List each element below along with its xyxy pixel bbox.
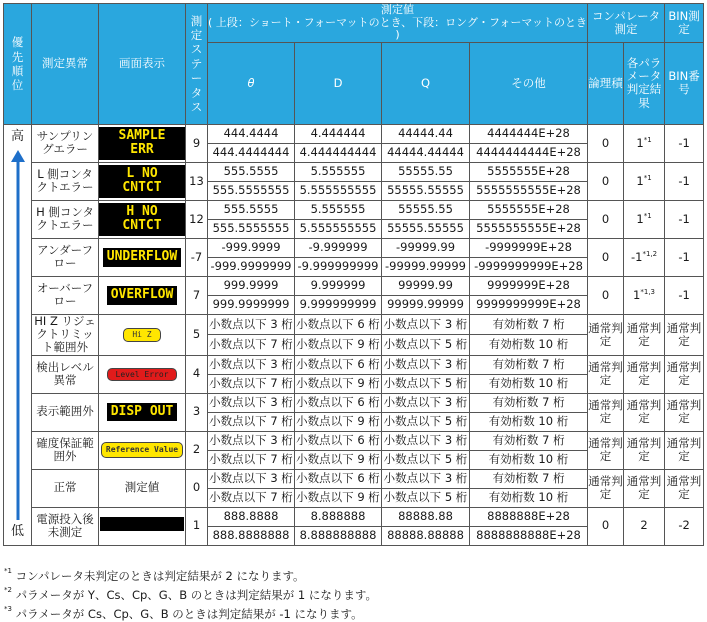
footnote-1: $^{*1}$ コンパレータ未判定のときは判定結果が 2 になります。: [4, 567, 305, 583]
table-row: [4, 431, 704, 450]
status-code: 5: [186, 314, 208, 355]
abnormal-name: サンプリングエラー: [32, 124, 99, 162]
short-value: 有効桁数 7 桁: [470, 314, 588, 334]
header-abnormal: 測定異常: [32, 4, 99, 125]
long-value: 99999.99999: [382, 295, 470, 314]
long-value: 小数点以下 5 桁: [382, 488, 470, 507]
short-value: 有効桁数 7 桁: [470, 431, 588, 450]
header-status: 測定ステータス: [186, 4, 208, 125]
bin-number: -1: [665, 200, 704, 238]
short-value: 4444444E+28: [470, 124, 588, 143]
short-value: -9.999999: [295, 238, 382, 257]
short-value: 小数点以下 6 桁: [295, 355, 382, 374]
lcd-display: SAMPLE ERR: [99, 127, 185, 160]
long-value: 小数点以下 9 桁: [295, 374, 382, 393]
param-result-value: 1: [636, 135, 644, 150]
bin-number: -1: [665, 162, 704, 200]
long-value: 5555555555E+28: [470, 219, 588, 238]
screen-display: [99, 507, 186, 545]
long-value: 999.9999999: [208, 295, 295, 314]
long-value: 55555.55555: [382, 219, 470, 238]
lcd-display: DISP OUT: [107, 403, 178, 421]
table-row: [4, 238, 704, 257]
short-value: 小数点以下 3 桁: [208, 469, 295, 488]
long-value: 小数点以下 7 桁: [208, 374, 295, 393]
long-value: 小数点以下 9 桁: [295, 450, 382, 469]
param-result-value: 通常判定: [626, 473, 662, 502]
screen-display: [99, 124, 186, 162]
long-value: 有効桁数 10 桁: [470, 412, 588, 431]
display-text: 測定値: [124, 480, 160, 495]
param-result: [624, 238, 665, 276]
table-row: [4, 507, 704, 526]
short-value: 有効桁数 7 桁: [470, 469, 588, 488]
abnormal-name: L 側コンタクトエラー: [32, 162, 99, 200]
short-value: 555.5555: [208, 200, 295, 219]
table-row: [4, 469, 704, 488]
header-q: Q: [382, 42, 470, 124]
long-value: 444.4444444: [208, 143, 295, 162]
long-value: 有効桁数 10 桁: [470, 374, 588, 393]
status-code: 4: [186, 355, 208, 393]
short-value: 小数点以下 3 桁: [382, 431, 470, 450]
abnormal-name: アンダーフロー: [32, 238, 99, 276]
param-result: [624, 276, 665, 314]
param-result-value: 1: [636, 211, 644, 226]
logical-product: 通常判定: [588, 314, 624, 355]
short-value: 8.888888: [295, 507, 382, 526]
short-value: 999.9999: [208, 276, 295, 295]
logical-product: 0: [588, 238, 624, 276]
short-value: 55555.55: [382, 200, 470, 219]
header-priority: 優先順位: [4, 4, 32, 125]
long-value: 5.555555555: [295, 219, 382, 238]
long-value: 9999999999E+28: [470, 295, 588, 314]
short-value: 小数点以下 3 桁: [382, 355, 470, 374]
param-result: [624, 162, 665, 200]
param-footnote-ref: *1: [643, 211, 652, 220]
long-value: 小数点以下 5 桁: [382, 335, 470, 355]
long-value: -9999999999E+28: [470, 257, 588, 276]
table-row: [4, 162, 704, 181]
indicator-pill: Reference Value: [101, 442, 183, 458]
logical-product: 通常判定: [588, 469, 624, 507]
long-value: -99999.99999: [382, 257, 470, 276]
short-value: 9.999999: [295, 276, 382, 295]
param-result: [624, 124, 665, 162]
short-value: 有効桁数 7 桁: [470, 393, 588, 412]
bin-number: 通常判定: [665, 393, 704, 431]
header-other: その他: [470, 42, 588, 124]
abnormal-name: 検出レベル異常: [32, 355, 99, 393]
status-code: 13: [186, 162, 208, 200]
param-result: [624, 355, 665, 393]
short-value: 5.555555: [295, 200, 382, 219]
bin-number: -1: [665, 124, 704, 162]
abnormal-name: 確度保証範囲外: [32, 431, 99, 469]
long-value: 小数点以下 9 桁: [295, 488, 382, 507]
screen-display: [99, 314, 186, 355]
header-d: D: [295, 42, 382, 124]
long-value: 小数点以下 5 桁: [382, 374, 470, 393]
abnormal-name: 電源投入後未測定: [32, 507, 99, 545]
long-value: 小数点以下 5 桁: [382, 412, 470, 431]
table-row: [4, 355, 704, 374]
short-value: 小数点以下 3 桁: [208, 355, 295, 374]
priority-arrow-icon: [8, 150, 28, 520]
long-value: 88888.88888: [382, 526, 470, 545]
long-value: 8.888888888: [295, 526, 382, 545]
status-code: -7: [186, 238, 208, 276]
screen-display: [99, 431, 186, 469]
param-footnote-ref: *1,3: [640, 287, 656, 296]
long-value: -999.9999999: [208, 257, 295, 276]
footnote-3: $^{*3}$ パラメータが Cs、Cp、G、B のときは判定結果が -1 になります。: [4, 605, 363, 621]
long-value: 9.999999999: [295, 295, 382, 314]
bin-number: -2: [665, 507, 704, 545]
header-bin: BIN測定: [665, 4, 704, 43]
screen-display: [99, 162, 186, 200]
status-code: 3: [186, 393, 208, 431]
long-value: 888.8888888: [208, 526, 295, 545]
header-theta: θ: [208, 42, 295, 124]
param-result: [624, 431, 665, 469]
status-code: 9: [186, 124, 208, 162]
short-value: 5.555555: [295, 162, 382, 181]
short-value: 555.5555: [208, 162, 295, 181]
abnormal-name: H 側コンタクトエラー: [32, 200, 99, 238]
short-value: 5555555E+28: [470, 200, 588, 219]
long-value: 44444.44444: [382, 143, 470, 162]
screen-display: [99, 200, 186, 238]
screen-display: [99, 393, 186, 431]
long-value: 有効桁数 10 桁: [470, 488, 588, 507]
short-value: 小数点以下 3 桁: [382, 393, 470, 412]
table-row: [4, 124, 704, 143]
indicator-pill: Level Error: [107, 368, 178, 382]
param-result: [624, 314, 665, 355]
logical-product: 通常判定: [588, 393, 624, 431]
short-value: 444.4444: [208, 124, 295, 143]
short-value: 55555.55: [382, 162, 470, 181]
indicator-pill: Hi Z: [123, 328, 160, 342]
short-value: -999.9999: [208, 238, 295, 257]
long-value: 有効桁数 10 桁: [470, 335, 588, 355]
short-value: 小数点以下 6 桁: [295, 469, 382, 488]
long-value: 555.5555555: [208, 219, 295, 238]
short-value: 小数点以下 6 桁: [295, 393, 382, 412]
screen-display: [99, 469, 186, 507]
short-value: 888.8888: [208, 507, 295, 526]
param-footnote-ref: *1: [643, 135, 652, 144]
param-result-value: 通常判定: [626, 397, 662, 426]
logical-product: 通常判定: [588, 355, 624, 393]
long-value: 4444444444E+28: [470, 143, 588, 162]
param-result-value: 通常判定: [626, 435, 662, 464]
status-code: 0: [186, 469, 208, 507]
long-value: 55555.55555: [382, 181, 470, 200]
short-value: 9999999E+28: [470, 276, 588, 295]
short-value: 小数点以下 3 桁: [382, 314, 470, 334]
bin-number: 通常判定: [665, 469, 704, 507]
logical-product: 0: [588, 507, 624, 545]
logical-product: 通常判定: [588, 431, 624, 469]
long-value: -9.999999999: [295, 257, 382, 276]
header-measured-value: 測定値 ( 上段：ショート・フォーマットのとき、下段：ロング・フォーマットのとき ): [208, 3, 587, 42]
long-value: 有効桁数 10 桁: [470, 450, 588, 469]
short-value: 小数点以下 3 桁: [382, 469, 470, 488]
short-value: 有効桁数 7 桁: [470, 355, 588, 374]
header-comparator: コンパレータ測定: [588, 4, 665, 43]
short-value: 99999.99: [382, 276, 470, 295]
short-value: -9999999E+28: [470, 238, 588, 257]
table-row: [4, 393, 704, 412]
param-result: [624, 200, 665, 238]
short-value: 5555555E+28: [470, 162, 588, 181]
blank-display: [100, 517, 184, 531]
short-value: 小数点以下 3 桁: [208, 393, 295, 412]
status-code: 2: [186, 431, 208, 469]
screen-display: [99, 276, 186, 314]
screen-display: [99, 238, 186, 276]
table-row: [4, 200, 704, 219]
lcd-display: UNDERFLOW: [103, 248, 181, 266]
lcd-display: OVERFLOW: [107, 286, 178, 304]
status-code: 7: [186, 276, 208, 314]
logical-product: 0: [588, 200, 624, 238]
header-bin-number: BIN番号: [665, 42, 704, 124]
param-footnote-ref: *1: [643, 173, 652, 182]
bin-number: 通常判定: [665, 314, 704, 355]
priority-column: [4, 124, 32, 545]
status-code: 12: [186, 200, 208, 238]
header-logical-product: 論理積: [588, 42, 624, 124]
long-value: 5.555555555: [295, 181, 382, 200]
long-value: 小数点以下 7 桁: [208, 488, 295, 507]
abnormal-name: 正常: [32, 469, 99, 507]
bin-number: -1: [665, 238, 704, 276]
table-row: [4, 276, 704, 295]
abnormal-name: 表示範囲外: [32, 393, 99, 431]
short-value: 小数点以下 6 桁: [295, 431, 382, 450]
short-value: 8888888E+28: [470, 507, 588, 526]
footnote-2: $^{*2}$ パラメータが Y、Cs、Cp、G、B のときは判定結果が 1 になります。: [4, 586, 377, 602]
priority-low-label: 低: [10, 523, 24, 539]
param-result-value: 通常判定: [626, 359, 662, 388]
lcd-display: H NO CNTCT: [99, 203, 185, 236]
long-value: 8888888888E+28: [470, 526, 588, 545]
param-result-value: 通常判定: [626, 320, 662, 348]
logical-product: 0: [588, 162, 624, 200]
short-value: 44444.44: [382, 124, 470, 143]
long-value: 4.444444444: [295, 143, 382, 162]
abnormal-name: オーバーフロー: [32, 276, 99, 314]
status-code: 1: [186, 507, 208, 545]
long-value: 555.5555555: [208, 181, 295, 200]
table-row: [4, 314, 704, 334]
long-value: 小数点以下 7 桁: [208, 450, 295, 469]
measurement-abnormality-table: [3, 3, 704, 546]
long-value: 小数点以下 9 桁: [295, 335, 382, 355]
header-param-result: 各パラメータ判定結果: [624, 42, 665, 124]
param-footnote-ref: *1,2: [642, 249, 658, 258]
short-value: -99999.99: [382, 238, 470, 257]
param-result: [624, 469, 665, 507]
long-value: 小数点以下 7 桁: [208, 335, 295, 355]
bin-number: -1: [665, 276, 704, 314]
screen-display: [99, 355, 186, 393]
param-result-value: 1: [636, 173, 644, 188]
long-value: 小数点以下 5 桁: [382, 450, 470, 469]
param-result: [624, 507, 665, 545]
logical-product: 0: [588, 276, 624, 314]
bin-number: 通常判定: [665, 431, 704, 469]
priority-high-label: 高: [10, 128, 24, 144]
lcd-display: L NO CNTCT: [99, 165, 185, 198]
short-value: 4.444444: [295, 124, 382, 143]
abnormal-name: HI Z リジェクトリミット範囲外: [32, 314, 99, 355]
short-value: 小数点以下 3 桁: [208, 431, 295, 450]
short-value: 小数点以下 6 桁: [295, 314, 382, 334]
bin-number: 通常判定: [665, 355, 704, 393]
short-value: 88888.88: [382, 507, 470, 526]
header-screen: 画面表示: [99, 4, 186, 125]
param-result-value: 1: [633, 287, 641, 302]
logical-product: 0: [588, 124, 624, 162]
long-value: 小数点以下 9 桁: [295, 412, 382, 431]
long-value: 5555555555E+28: [470, 181, 588, 200]
short-value: 小数点以下 3 桁: [208, 314, 295, 334]
param-result-value: 2: [640, 518, 648, 533]
param-result: [624, 393, 665, 431]
long-value: 小数点以下 7 桁: [208, 412, 295, 431]
param-result-value: -1: [630, 249, 643, 264]
